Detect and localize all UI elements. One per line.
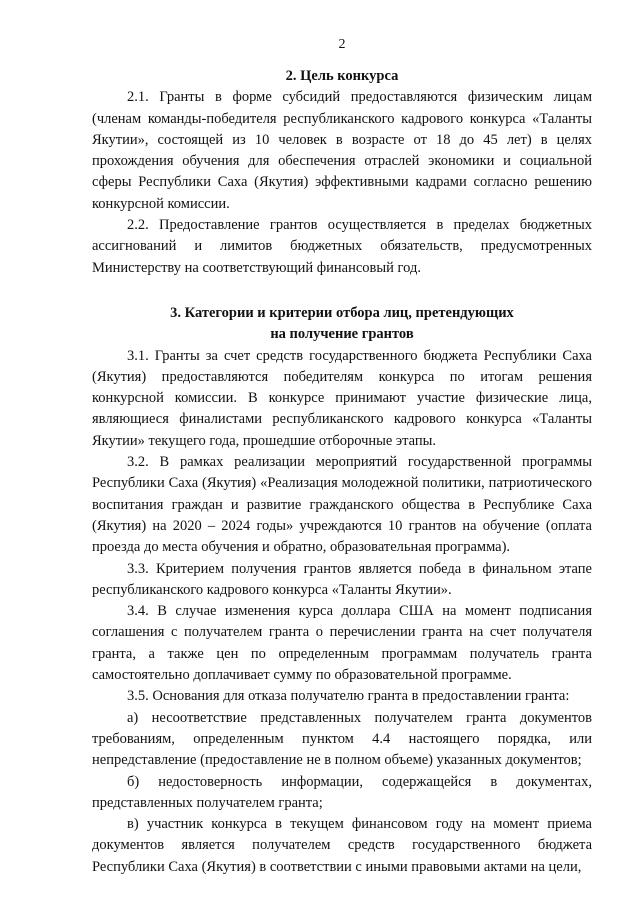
list-item-b: б) недостоверность информации, содержащейся в документах, представленных получателем гранта; <box>92 773 592 811</box>
paragraph-3-4: 3.4. В случае изменения курса доллара США на момент подписания соглашения с получателем гранта о перечислении гранта на счет получателя гранта, а также цен по определенным программам получатель гранта самостоятельно доплачивает сумму по образовательной программе. <box>92 603 592 684</box>
paragraph-2-1: 2.1. Гранты в форме субсидий предоставляются физическим лицам (членам команды-победителя республиканского кадрового конкурса «Таланты Якутии», состоящей из 10 человек в возрасте от 18 до 45 лет) в целях прохождения обучения для обеспечения отраслей экономики и социальной сферы Республики Саха (Якутия) эффективными кадрами согласно решению конкурсной комиссии. <box>92 89 592 212</box>
paragraph-2-2: 2.2. Предоставление грантов осуществляется в пределах бюджетных ассигнований и лимитов бюджетных обязательств, предусмотренных Министерству на соответствующий финансовый год. <box>92 217 592 276</box>
list-item-a: а) несоответствие представленных получателем гранта документов требованиям, определенным пунктом 4.4 настоящего порядка, или непредставление (предоставление не в полном объеме) указанных документов; <box>92 709 592 769</box>
page-number: 2 <box>338 37 346 52</box>
paragraph-3-1: 3.1. Гранты за счет средств государственного бюджета Республики Саха (Якутия) предоставляются победителям конкурса по итогам решения конкурсной комиссии. В конкурсе принимают участие физические лица, являющиеся финалистами республиканского кадрового конкурса «Таланты Якутии» текущего года, прошедшие отборочные этапы. <box>92 347 592 449</box>
section-3-heading <box>92 303 592 346</box>
document-page <box>92 34 592 878</box>
section-2-heading: 2. Цель конкурса <box>285 68 399 84</box>
paragraph-3-3: 3.3. Критерием получения грантов является победа в финальном этапе республиканского кадрового конкурса «Таланты Якутии». <box>92 560 592 598</box>
section-3-heading-line-1: 3. Категории и критерии отбора лиц, претендующих <box>170 304 514 321</box>
paragraph-3-5: 3.5. Основания для отказа получателю гранта в предоставлении гранта: <box>127 688 570 705</box>
section-3-heading-line-2: на получение грантов <box>270 326 414 343</box>
list-item-v: в) участник конкурса в текущем финансовом году на момент приема документов является получателем средств государственного бюджета Республики Саха (Якутия) в соответствии с иными правовыми актами на цели, <box>92 816 592 875</box>
paragraph-3-2: 3.2. В рамках реализации мероприятий государственной программы Республики Саха (Якутия) «Реализация молодежной политики, патриотического воспитания граждан и развитие гражданского общества в Республике Саха (Якутия) на 2020 – 2024 годы» учреждаются 10 грантов на обучение (оплата проезда до места обучения и обратно, образовательная программа). <box>92 454 592 556</box>
section-spacer <box>92 279 592 303</box>
